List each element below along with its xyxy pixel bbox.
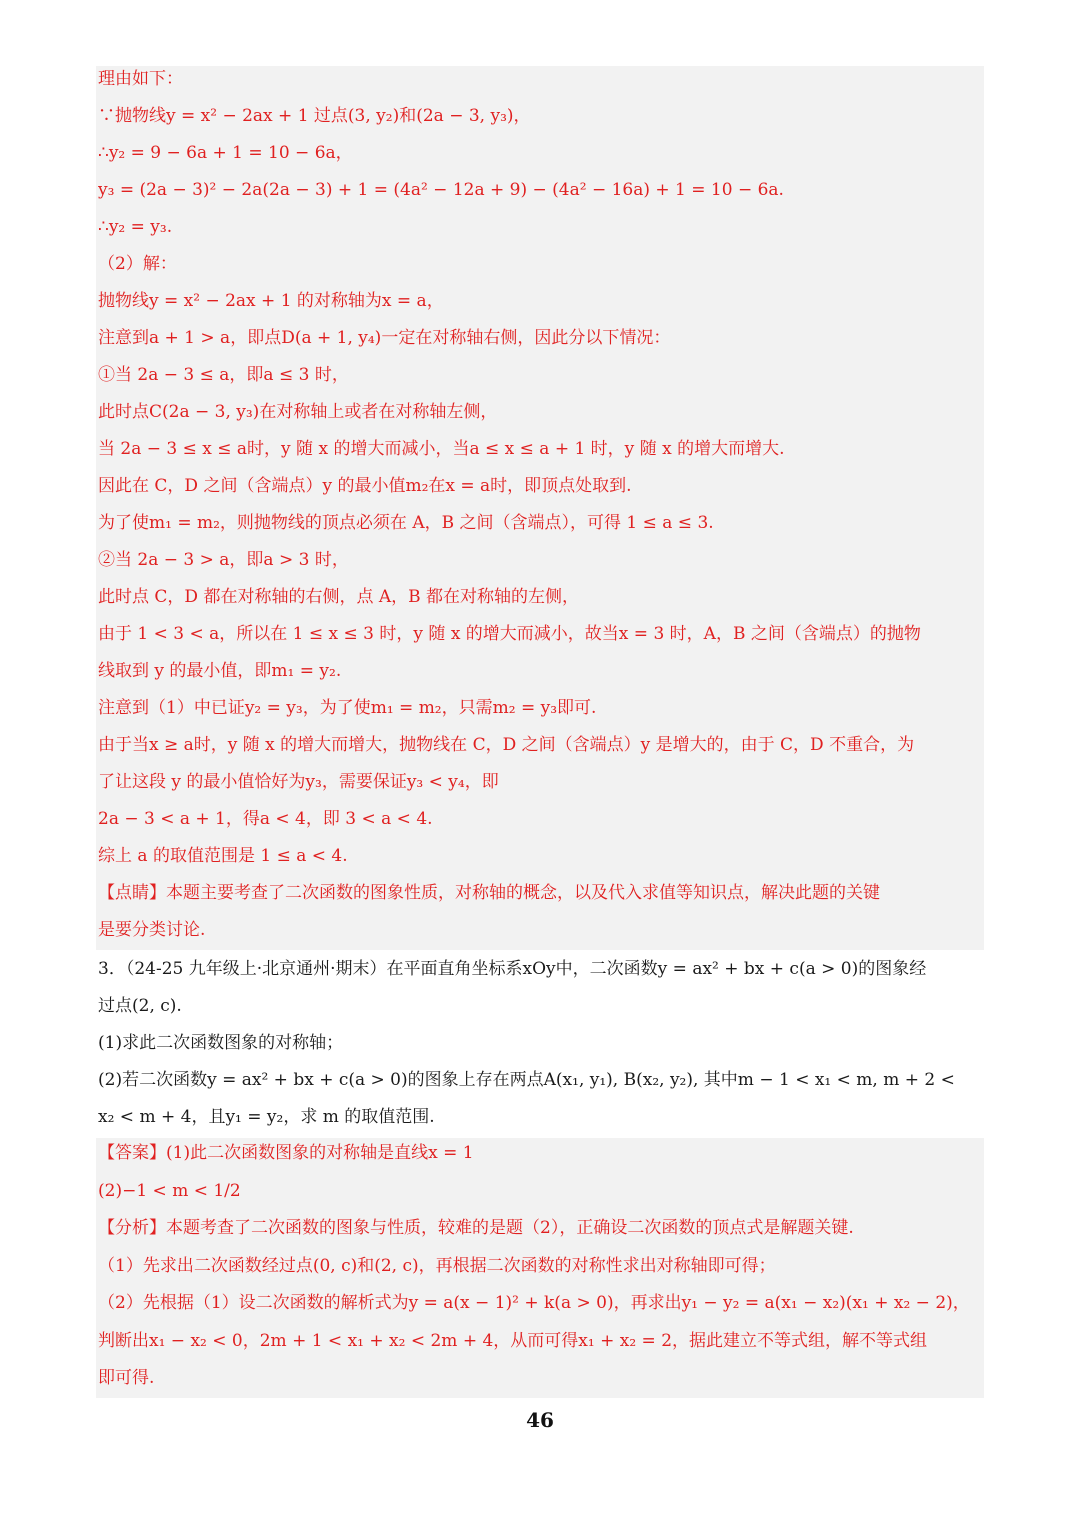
solution-line: 了让这段 y 的最小值恰好为y₃，需要保证y₃ < y₄，即: [98, 772, 499, 792]
solution-line: 当 2a − 3 ≤ x ≤ a时，y 随 x 的增大而减小，当a ≤ x ≤ a + 1 时，y 随 x 的增大而增大.: [98, 439, 785, 459]
solution-line: 此时点 C，D 都在对称轴的右侧，点 A，B 都在对称轴的左侧，: [98, 587, 580, 607]
answer-line: （2）先根据（1）设二次函数的解析式为y = a(x − 1)² + k(a > 0)，再求出y₁ − y₂ = a(x₁ − x₂)(x₁ + x₂ − 2)，: [98, 1293, 970, 1313]
question-line: 过点(2, c).: [98, 996, 182, 1016]
solution-line: 线取到 y 的最小值，即m₁ = y₂.: [98, 661, 342, 681]
solution-line: 由于当x ≥ a时，y 随 x 的增大而增大，抛物线在 C，D 之间（含端点）y 是增大的，由于 C，D 不重合，为: [98, 735, 915, 755]
solution-line: ②当 2a − 3 > a，即a > 3 时，: [98, 550, 349, 570]
solution-line: y₃ = (2a − 3)² − 2a(2a − 3) + 1 = (4a² − 12a + 9) − (4a² − 16a) + 1 = 10 − 6a.: [98, 180, 784, 200]
solution-line: 为了使m₁ = m₂，则抛物线的顶点必须在 A，B 之间（含端点），可得 1 ≤ a ≤ 3.: [98, 513, 714, 533]
question-line: 3．（24-25 九年级上·北京通州·期末）在平面直角坐标系xOy中，二次函数y = ax² + bx + c(a > 0)的图象经: [98, 959, 927, 979]
solution-line: 注意到a + 1 > a，即点D(a + 1, y₄)一定在对称轴右侧，因此分以下情况：: [98, 328, 671, 348]
solution-line: 综上 a 的取值范围是 1 ≤ a < 4.: [98, 846, 348, 866]
question-line: (2)若二次函数y = ax² + bx + c(a > 0)的图象上存在两点A(x₁, y₁), B(x₂, y₂), 其中m − 1 < x₁ < m, m + 2 <: [98, 1070, 955, 1090]
solution-line: 【点睛】本题主要考查了二次函数的图象性质，对称轴的概念，以及代入求值等知识点，解决此题的关键: [98, 883, 880, 903]
answer-line: （1）先求出二次函数经过点(0, c)和(2, c)，再根据二次函数的对称性求出对称轴即可得；: [98, 1255, 776, 1276]
page-number: 46: [526, 1408, 554, 1432]
solution-line: 抛物线y = x² − 2ax + 1 的对称轴为x = a，: [98, 291, 444, 311]
solution-line: ∵抛物线y = x² − 2ax + 1 过点(3, y₂)和(2a − 3, y₃)，: [98, 106, 531, 126]
solution-line: 2a − 3 < a + 1，得a < 4，即 3 < a < 4.: [98, 809, 433, 829]
solution-line: 此时点C(2a − 3, y₃)在对称轴上或者在对称轴左侧，: [98, 402, 498, 422]
solution-line: 理由如下：: [98, 69, 183, 89]
solution-line: ①当 2a − 3 ≤ a，即a ≤ 3 时，: [98, 365, 349, 385]
solution-line: ∴y₂ = 9 − 6a + 1 = 10 − 6a，: [98, 143, 353, 163]
solution-line: （2）解：: [98, 254, 177, 274]
solution-line: ∴y₂ = y₃.: [98, 217, 173, 237]
solution-line: 注意到（1）中已证y₂ = y₃，为了使m₁ = m₂，只需m₂ = y₃即可.: [98, 698, 597, 718]
solution-line: 是要分类讨论.: [98, 920, 206, 940]
answer-line: 【答案】(1)此二次函数图象的对称轴是直线x = 1: [98, 1143, 474, 1163]
answer-line: 【分析】本题考查了二次函数的图象与性质，较难的是题（2），正确设二次函数的顶点式是解题关键.: [98, 1218, 854, 1238]
question-line: (1)求此二次函数图象的对称轴；: [98, 1033, 344, 1053]
answer-line: (2)−1 < m < 1/2: [98, 1180, 241, 1201]
solution-line: 因此在 C，D 之间（含端点）y 的最小值m₂在x = a时，即顶点处取到.: [98, 476, 632, 496]
question-line: x₂ < m + 4，且y₁ = y₂，求 m 的取值范围.: [98, 1107, 435, 1127]
answer-line: 判断出x₁ − x₂ < 0，2m + 1 < x₁ + x₂ < 2m + 4，从而可得x₁ + x₂ = 2，据此建立不等式组，解不等式组: [98, 1330, 928, 1351]
solution-line: 由于 1 < 3 < a，所以在 1 ≤ x ≤ 3 时，y 随 x 的增大而减小，故当x = 3 时，A，B 之间（含端点）的抛物: [98, 624, 921, 644]
answer-line: 即可得.: [98, 1368, 155, 1388]
